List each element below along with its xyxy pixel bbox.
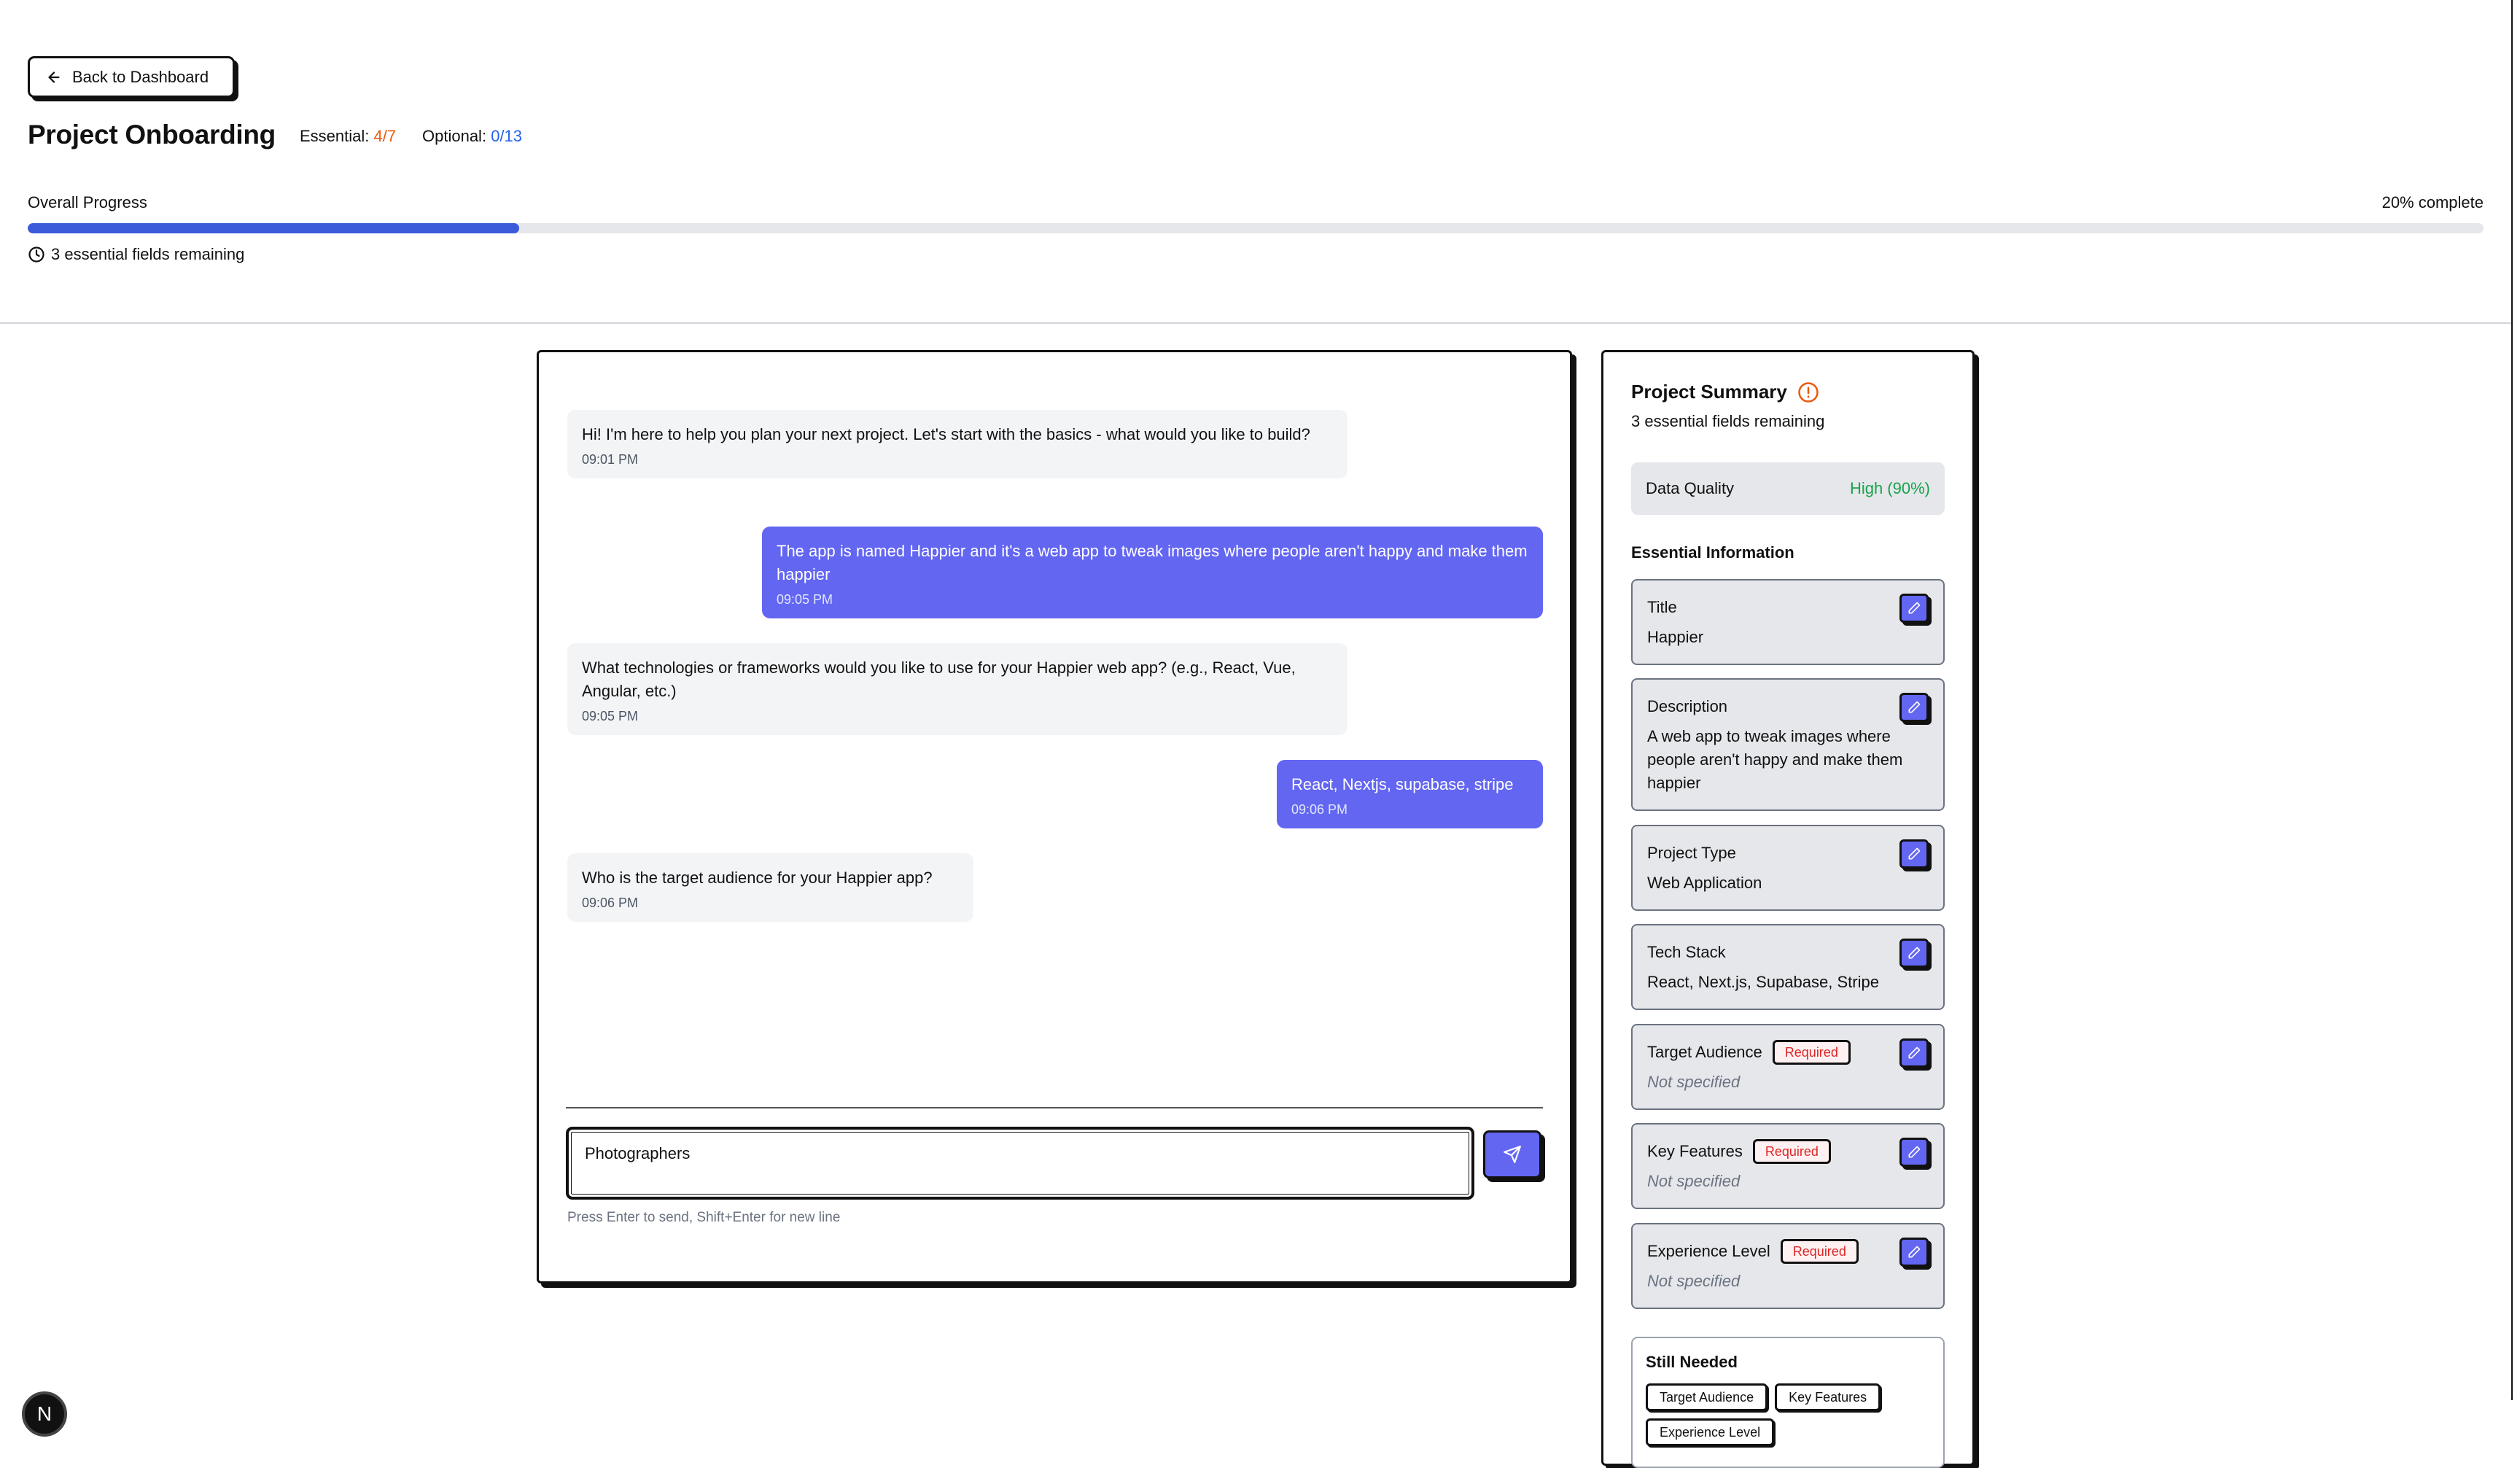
chat-message-assistant	[567, 410, 1348, 478]
still-needed-title: Still Needed	[1646, 1353, 1738, 1371]
edit-description-button[interactable]	[1899, 693, 1929, 722]
message-text: What technologies or frameworks would you like to use for your Happier web app? (e.g., React, Vue, Angular, etc.)	[582, 659, 1296, 700]
required-badge: Required	[1753, 1139, 1831, 1164]
chat-divider	[566, 1107, 1543, 1108]
field-label: Description	[1647, 697, 1728, 715]
viewport-edge	[2511, 0, 2513, 1400]
chat-message-user	[1277, 760, 1543, 828]
chat-message-input[interactable]	[566, 1127, 1474, 1200]
edit-target-audience-button[interactable]	[1899, 1038, 1929, 1068]
required-badge: Required	[1773, 1040, 1851, 1065]
back-to-dashboard-button[interactable]	[28, 56, 235, 98]
field-value: Web Application	[1647, 874, 1762, 892]
still-needed-chips	[1646, 1383, 1930, 1446]
field-value: Not specified	[1647, 1172, 1741, 1190]
chip-key-features[interactable]: Key Features	[1775, 1383, 1881, 1411]
field-value: Not specified	[1647, 1272, 1741, 1290]
pencil-icon	[1907, 1145, 1921, 1160]
chip-target-audience[interactable]: Target Audience	[1646, 1383, 1768, 1411]
field-card-title	[1631, 579, 1945, 665]
data-quality-value: High (90%)	[1849, 479, 1930, 497]
field-label: Tech Stack	[1647, 943, 1726, 961]
message-text: React, Nextjs, supabase, stripe	[1291, 775, 1514, 793]
input-hint: Press Enter to send, Shift+Enter for new line	[567, 1210, 841, 1225]
chip-experience-level[interactable]: Experience Level	[1646, 1418, 1774, 1446]
pencil-icon	[1907, 847, 1921, 861]
data-quality	[1631, 462, 1945, 515]
essential-value: 4/7	[373, 127, 397, 145]
pencil-icon	[1907, 1245, 1921, 1259]
progress-label: Overall Progress	[28, 193, 147, 211]
field-label: Key Features	[1647, 1142, 1743, 1160]
essential-info-heading: Essential Information	[1631, 543, 1794, 562]
message-time: 09:05 PM	[777, 592, 833, 607]
pencil-icon	[1907, 946, 1921, 960]
arrow-left-icon	[46, 69, 62, 85]
progress-bar	[28, 223, 2484, 233]
chat-message-assistant	[567, 643, 1348, 735]
chat-message-user	[762, 527, 1543, 618]
field-label: Project Type	[1647, 844, 1736, 862]
field-value: A web app to tweak images where people aren't happy and make them happier	[1647, 727, 1903, 792]
optional-counter	[422, 127, 522, 146]
edit-title-button[interactable]	[1899, 594, 1929, 623]
message-text: Hi! I'm here to help you plan your next project. Let's start with the basics - what would you like to build?	[582, 425, 1310, 443]
pencil-icon	[1907, 700, 1921, 715]
field-label: Target Audience	[1647, 1043, 1762, 1061]
message-text: The app is named Happier and it's a web app to tweak images where people aren't happy and make them happier	[777, 542, 1528, 583]
send-button[interactable]	[1483, 1130, 1541, 1178]
message-time: 09:05 PM	[582, 709, 639, 723]
alert-circle-icon	[1797, 381, 1819, 403]
optional-value: 0/13	[491, 127, 523, 145]
edit-project-type-button[interactable]	[1899, 839, 1929, 869]
message-time: 09:01 PM	[582, 452, 639, 467]
field-value: Happier	[1647, 628, 1704, 646]
progress-bar-fill	[28, 223, 519, 233]
field-card-project-type	[1631, 825, 1945, 911]
message-text: Who is the target audience for your Happier app?	[582, 869, 933, 887]
field-label: Title	[1647, 598, 1677, 616]
message-time: 09:06 PM	[1291, 802, 1348, 817]
pencil-icon	[1907, 601, 1921, 615]
summary-subtitle: 3 essential fields remaining	[1631, 412, 1825, 430]
field-card-tech-stack	[1631, 924, 1945, 1010]
progress-percent: 20% complete	[2381, 193, 2484, 211]
essential-counter	[300, 127, 396, 146]
header-divider	[0, 322, 2513, 324]
edit-key-features-button[interactable]	[1899, 1138, 1929, 1167]
field-value: Not specified	[1647, 1073, 1741, 1091]
required-badge: Required	[1781, 1239, 1859, 1264]
clock-icon	[28, 246, 45, 263]
chat-message-assistant	[567, 853, 973, 922]
remaining-text: 3 essential fields remaining	[51, 245, 245, 263]
field-card-experience-level	[1631, 1223, 1945, 1309]
remaining-status	[28, 245, 244, 264]
optional-label: Optional:	[422, 127, 487, 145]
dev-tools-badge[interactable]: N	[22, 1391, 67, 1437]
edit-experience-level-button[interactable]	[1899, 1238, 1929, 1267]
data-quality-label: Data Quality	[1646, 479, 1735, 497]
field-value: React, Next.js, Supabase, Stripe	[1647, 973, 1879, 991]
page-title: Project Onboarding	[28, 120, 276, 149]
pencil-icon	[1907, 1046, 1921, 1060]
summary-title: Project Summary	[1631, 381, 1787, 403]
back-button-label: Back to Dashboard	[72, 67, 209, 86]
field-card-description	[1631, 678, 1945, 811]
still-needed-card	[1631, 1337, 1945, 1468]
essential-label: Essential:	[300, 127, 370, 145]
send-icon	[1503, 1145, 1522, 1164]
message-time: 09:06 PM	[582, 896, 639, 910]
summary-title-row	[1631, 381, 1819, 403]
field-card-target-audience	[1631, 1024, 1945, 1110]
field-card-key-features	[1631, 1123, 1945, 1209]
field-label: Experience Level	[1647, 1242, 1770, 1260]
edit-tech-stack-button[interactable]	[1899, 939, 1929, 968]
